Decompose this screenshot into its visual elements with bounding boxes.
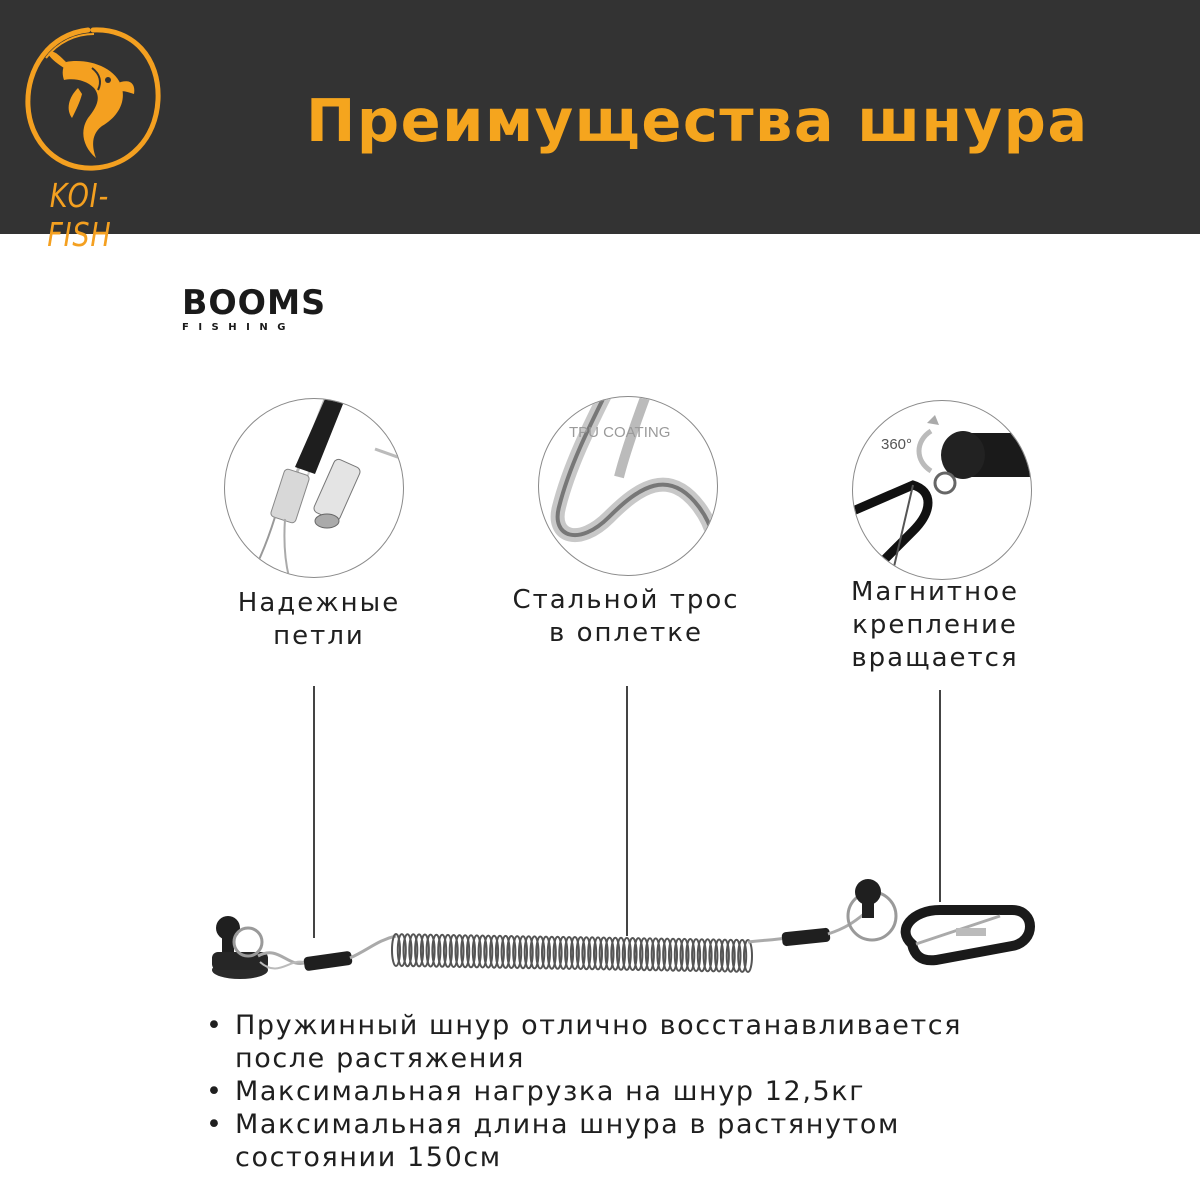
rotation-caption: 360° (881, 436, 913, 453)
brand-logo (182, 283, 329, 333)
benefits-list (206, 1009, 962, 1174)
coated-cable-image (538, 396, 718, 576)
carabiner (906, 910, 1030, 960)
left-magnet (212, 916, 268, 979)
coated-cable-icon (539, 397, 717, 575)
feature-loops-label: Надежные петли (237, 588, 401, 651)
header-banner (0, 0, 1200, 254)
list-item: • Максимальная нагрузка на шнур 12,5кг (206, 1076, 865, 1107)
tpu-caption: TPU COATING (569, 424, 671, 441)
crimp-loops-icon (225, 399, 403, 577)
page-title: Преимущества шнура (306, 86, 1089, 155)
list-item: • Пружинный шнур отлично восстанавливается после растяжения (206, 1010, 963, 1074)
coil-spring (392, 934, 752, 972)
magnet-swivel-image (852, 400, 1032, 580)
magnet-swivel-icon (853, 401, 1031, 579)
feature-magnet-label: Магнитное крепление вращается (851, 577, 1019, 673)
loops-detail-image (224, 398, 404, 578)
bullet-marker: • (206, 1109, 224, 1140)
right-magnet (848, 879, 896, 940)
coiled-lanyard-product (200, 870, 1040, 1000)
logo-text: KOI-FISH (47, 176, 112, 254)
feature-cable-label: Стальной трос в оплетке (512, 585, 740, 648)
brand-sub: FISHING (182, 322, 295, 333)
bullet-marker: • (206, 1010, 224, 1041)
list-item: • Максимальная длина шнура в растянутом состоянии 150см (206, 1109, 900, 1173)
brand-name: BOOMS (182, 283, 327, 323)
bullet-marker: • (206, 1076, 224, 1107)
